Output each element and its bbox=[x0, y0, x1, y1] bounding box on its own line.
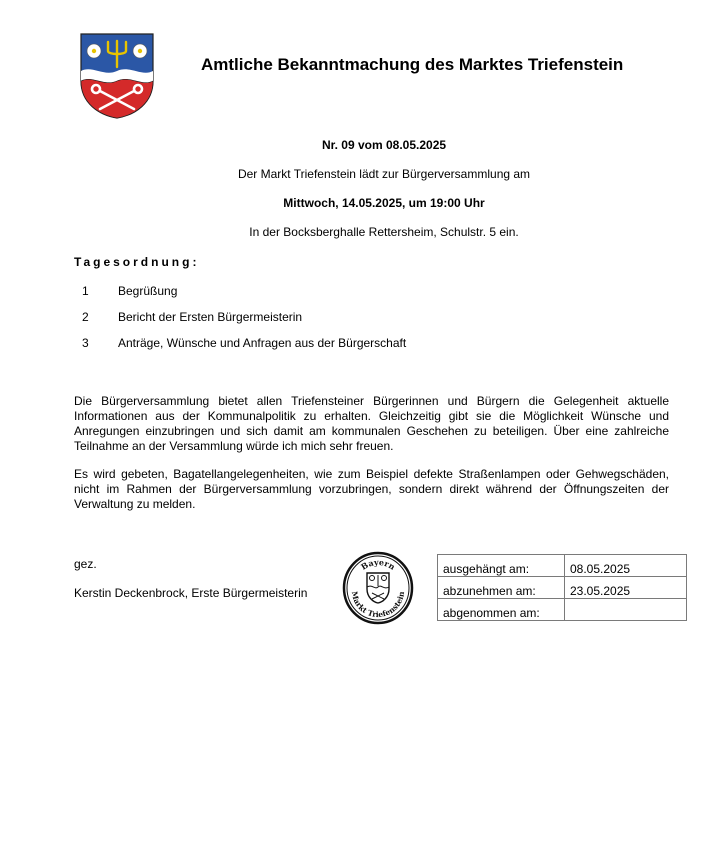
agenda-item-text: Begrüßung bbox=[118, 284, 178, 298]
remove-by-value: 23.05.2025 bbox=[565, 577, 687, 599]
agenda-item-number: 3 bbox=[82, 336, 89, 350]
table-row bbox=[438, 577, 687, 599]
signature-name: Kerstin Deckenbrock, Erste Bürgermeisterin bbox=[74, 586, 308, 600]
agenda-item-text: Anträge, Wünsche und Anfragen aus der Bürgerschaft bbox=[118, 336, 407, 350]
coat-of-arms-logo bbox=[80, 33, 154, 119]
posted-value: 08.05.2025 bbox=[565, 555, 687, 577]
posting-dates-table bbox=[437, 554, 687, 621]
page-title: Amtliche Bekanntmachung des Marktes Triefenstein bbox=[201, 55, 624, 74]
agenda-item-number: 1 bbox=[82, 284, 89, 298]
meeting-datetime: Mittwoch, 14.05.2025, um 19:00 Uhr bbox=[283, 196, 485, 210]
invitation-text: Der Markt Triefenstein lädt zur Bürgerversammlung am bbox=[237, 167, 531, 181]
signature-gez: gez. bbox=[74, 557, 97, 571]
notice-number: Nr. 09 vom 08.05.2025 bbox=[321, 138, 447, 152]
seal-bottom-text: Markt Triefenstein bbox=[349, 590, 407, 620]
meeting-location: In der Bocksberghalle Rettersheim, Schulstr. 5 ein. bbox=[249, 225, 519, 239]
official-seal-icon bbox=[342, 551, 414, 625]
body-paragraph-1 bbox=[74, 394, 669, 454]
removed-label: abgenommen am: bbox=[438, 599, 565, 621]
table-row bbox=[438, 555, 687, 577]
table-row bbox=[438, 599, 687, 621]
paragraph-text: Die Bürgerversammlung bietet allen Triefensteiner Bürgerinnen und Bürgern die Gelegenheit aktuelle Informationen aus der Kommunalpolitik zu erhalten. Gleichzeitig gibt sie die Möglichkeit Wünsche und Anregungen einzubringen und sich damit am kommunalen Geschehen zu beteiligen. Über eine zahlreiche Teilnahme an der Versammlung würde ich mich sehr freuen. bbox=[74, 394, 669, 453]
paragraph-text: Es wird gebeten, Bagatellangelegenheiten, wie zum Beispiel defekte Straßenlampen oder Gehwegschäden, nicht im Rahmen der Bürgerversammlung vorzubringen, sondern direkt während der Öffnungszeiten der Verwaltung zu melden. bbox=[74, 467, 669, 511]
remove-by-label: abzunehmen am: bbox=[438, 577, 565, 599]
posted-label: ausgehängt am: bbox=[438, 555, 565, 577]
removed-value bbox=[565, 599, 687, 621]
agenda-item-text: Bericht der Ersten Bürgermeisterin bbox=[118, 310, 303, 324]
agenda-item-number: 2 bbox=[82, 310, 89, 324]
agenda-heading: Tagesordnung: bbox=[74, 255, 200, 269]
body-paragraph-2 bbox=[74, 467, 669, 512]
seal-top-text: Bayern bbox=[359, 556, 398, 572]
